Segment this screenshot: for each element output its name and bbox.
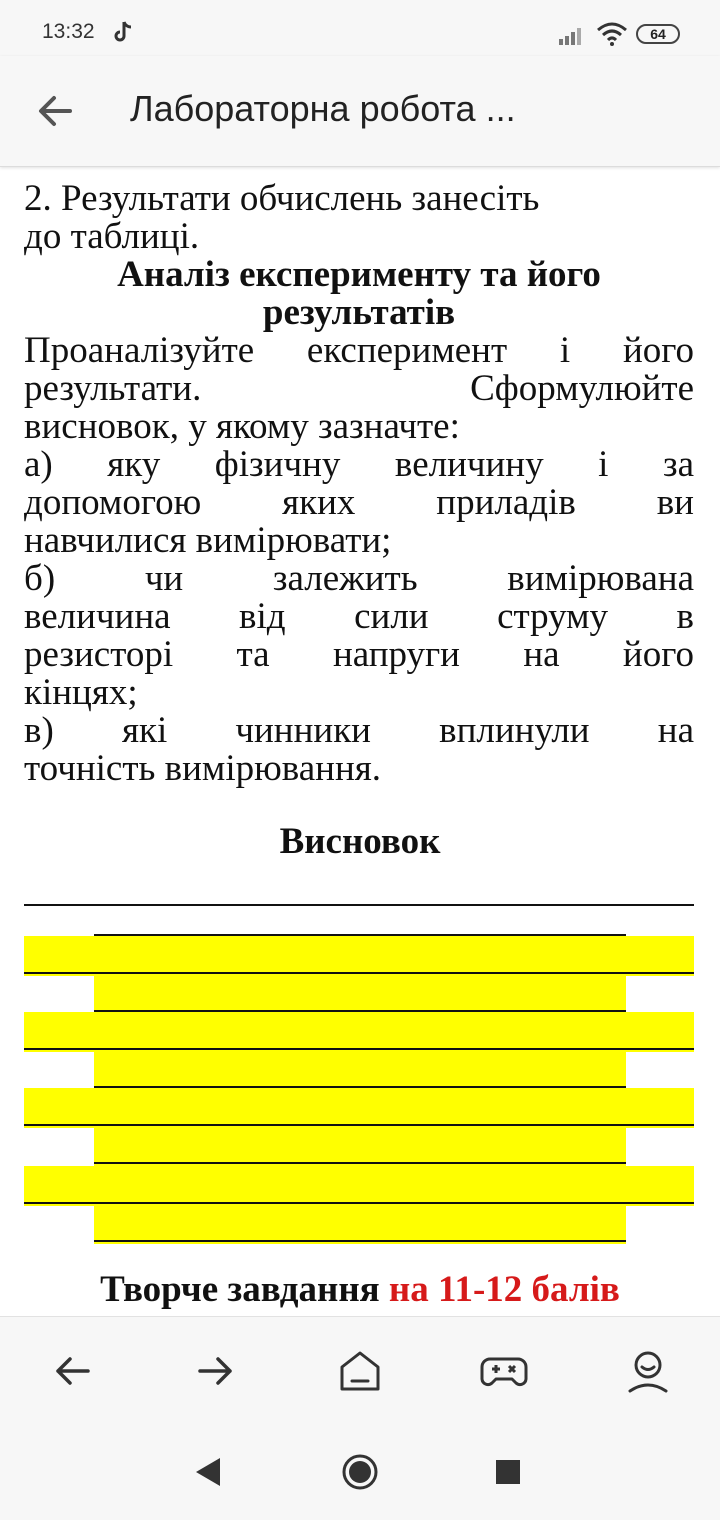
item-b-line-2: величина від сили струму в [24, 596, 694, 637]
wifi-icon [596, 22, 628, 46]
gamepad-icon[interactable] [480, 1347, 528, 1395]
item-b-line-3: резисторі та напруги на його [24, 634, 694, 675]
analysis-heading-line-1: Аналіз експерименту та його [117, 254, 601, 295]
battery-indicator: 64 [636, 24, 680, 44]
item-a-line-1: а) яку фізичну величину і за [24, 444, 694, 485]
back-triangle-icon[interactable] [188, 1452, 228, 1492]
document-title: Лабораторна робота ... [130, 88, 516, 129]
step-2-line-2: до таблиці. [24, 216, 200, 257]
highlighted-answer-line [94, 1128, 626, 1166]
highlighted-answer-line [24, 1166, 694, 1206]
bottom-toolbar [0, 1316, 720, 1425]
item-c-line-2: точність вимірювання. [24, 748, 382, 789]
item-b-line-1: б) чи залежить вимірювана [24, 558, 694, 599]
intro-line-1: Проаналізуйте експеримент і його [24, 330, 694, 371]
recents-square-icon[interactable] [488, 1452, 528, 1492]
highlighted-answer-line [24, 936, 694, 976]
intro-line-2: результати. Сформулюйте [24, 368, 694, 409]
highlighted-answer-line [94, 976, 626, 1014]
status-bar [0, 0, 720, 56]
tiktok-icon [112, 20, 134, 44]
intro-line-3: висновок, у якому зазначте: [24, 406, 460, 447]
item-c-line-1: в) які чинники вплинули на [24, 710, 694, 751]
highlighted-answer-line [24, 1012, 694, 1052]
item-a-line-3: навчилися вимірювати; [24, 520, 392, 561]
signal-icon [558, 25, 586, 45]
highlighted-answer-line [94, 1206, 626, 1244]
answer-line [94, 900, 626, 938]
item-b-line-4: кінцях; [24, 672, 138, 713]
creative-task-heading [0, 1268, 720, 1311]
back-arrow-icon[interactable] [48, 1347, 96, 1395]
step-2-line-1: 2. Результати обчислень занесіть [24, 178, 540, 219]
highlighted-answer-line [24, 1088, 694, 1128]
highlighted-answer-line [94, 1052, 626, 1090]
system-navigation-bar [0, 1424, 720, 1520]
status-time: 13:32 [42, 20, 95, 43]
forward-arrow-icon[interactable] [192, 1347, 240, 1395]
conclusion-heading: Висновок [279, 821, 441, 862]
item-a-line-2: допомогою яких приладів ви [24, 482, 694, 523]
document-body [24, 180, 694, 788]
app-header [0, 56, 720, 167]
analysis-heading-line-2: результатів [262, 292, 456, 333]
home-circle-icon[interactable] [340, 1452, 380, 1492]
profile-icon[interactable] [624, 1347, 672, 1395]
back-arrow-icon[interactable] [30, 88, 80, 134]
creative-task-points: на 11-12 балів [388, 1269, 620, 1310]
home-icon[interactable] [336, 1347, 384, 1395]
creative-task-label: Творче завдання [100, 1269, 380, 1310]
